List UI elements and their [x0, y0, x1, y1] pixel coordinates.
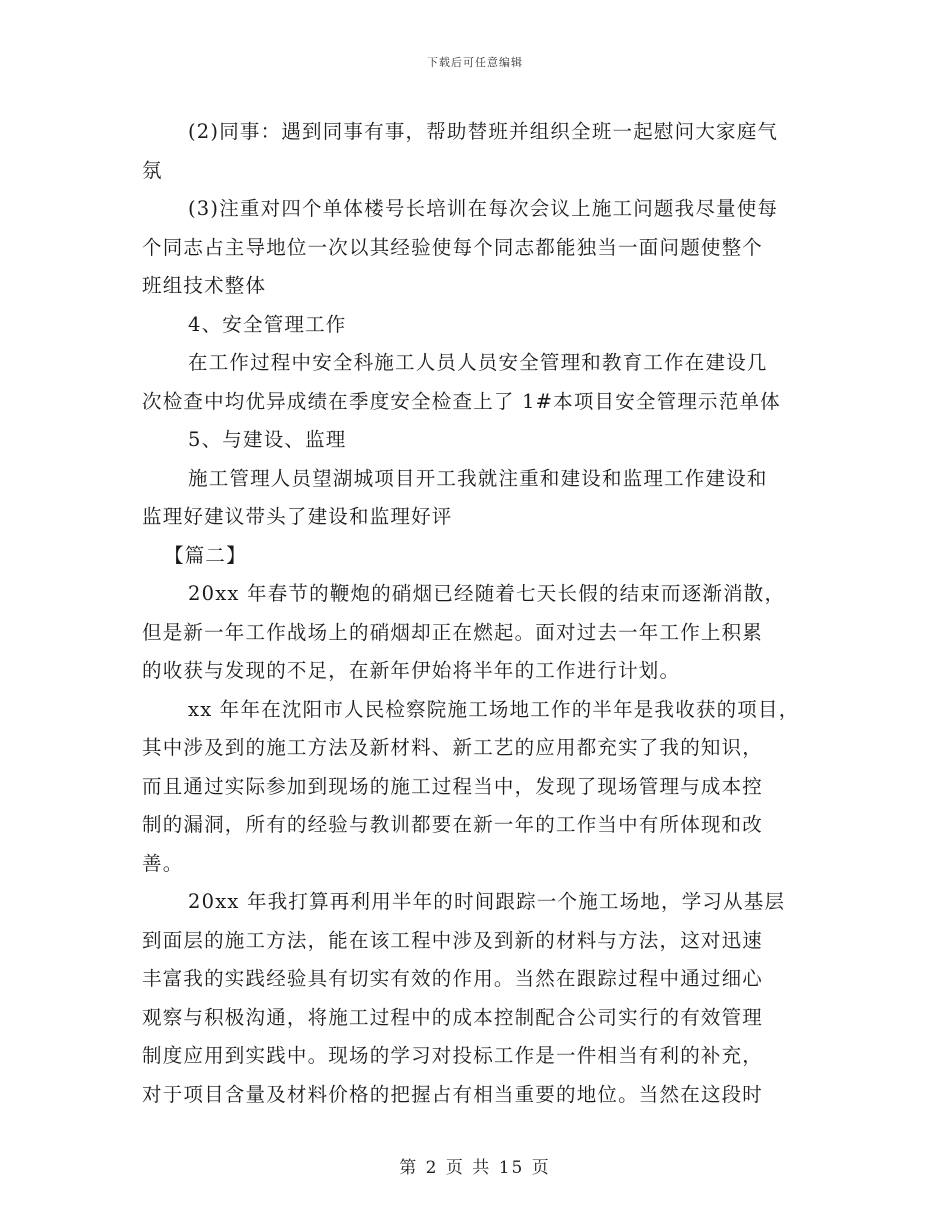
- text-line: 丰富我的实践经验具有切实有效的作用。当然在跟踪过程中通过细心: [142, 967, 764, 990]
- document-body: [142, 113, 812, 1114]
- text-line: 次检查中均优异成绩在季度安全检查上了 1#本项目安全管理示范单体: [142, 389, 781, 413]
- text-line: 的收获与发现的不足，在新年伊始将半年的工作进行计划。: [142, 659, 681, 682]
- text-line: 施工管理人员望湖城项目开工我就注重和建设和监理工作建设和: [188, 466, 768, 490]
- text-line: 20xx 年春节的鞭炮的硝烟已经随着七天长假的结束而逐渐消散，: [188, 582, 786, 605]
- text-line: (2)同事：遇到同事有事，帮助替班并组织全班一起慰问大家庭气: [188, 120, 779, 143]
- text-line: 监理好建议带头了建设和监理好评: [142, 505, 453, 528]
- page-number: 第 2 页 共 15 页: [399, 1158, 551, 1178]
- text-line: 到面层的施工方法，能在该工程中涉及到新的材料与方法，这对迅速: [142, 928, 764, 952]
- text-line: 氛: [142, 158, 163, 182]
- part-heading: 【篇二】: [164, 543, 247, 567]
- text-line: 而且通过实际参加到现场的施工过程当中，发现了现场管理与成本控: [142, 774, 764, 798]
- text-line: 对于项目含量及材料价格的把握占有相当重要的地位。当然在这段时: [142, 1082, 764, 1106]
- page-header: 下载后可任意编辑: [427, 56, 523, 69]
- text-line: 其中涉及到的施工方法及新材料、新工艺的应用都充实了我的知识，: [142, 736, 764, 759]
- text-line: 但是新一年工作战场上的硝烟却正在燃起。面对过去一年工作上积累: [142, 620, 764, 644]
- text-line: 观察与积极沟通，将施工过程中的成本控制配合公司实行的有效管理: [142, 1005, 764, 1029]
- text-line: 班组技术整体: [142, 274, 267, 297]
- text-line: 个同志占主导地位一次以其经验使每个同志都能独当一面问题使整个: [142, 235, 764, 259]
- text-line: 善。: [142, 851, 184, 875]
- text-line: 20xx 年我打算再利用半年的时间跟踪一个施工场地，学习从基层: [188, 890, 786, 913]
- section-heading: 5、与建设、监理: [188, 428, 347, 451]
- text-line: (3)注重对四个单体楼号长培训在每次会议上施工问题我尽量使每: [188, 197, 779, 220]
- text-line: xx 年年在沈阳市人民检察院施工场地工作的半年是我收获的项目，: [188, 697, 800, 721]
- section-heading: 4、安全管理工作: [188, 312, 347, 336]
- text-line: 制的漏洞，所有的经验与教训都要在新一年的工作当中有所体现和改: [142, 813, 764, 836]
- text-line: 制度应用到实践中。现场的学习对投标工作是一件相当有利的补充，: [142, 1044, 764, 1067]
- text-line: 在工作过程中安全科施工人员人员安全管理和教育工作在建设几: [188, 351, 768, 374]
